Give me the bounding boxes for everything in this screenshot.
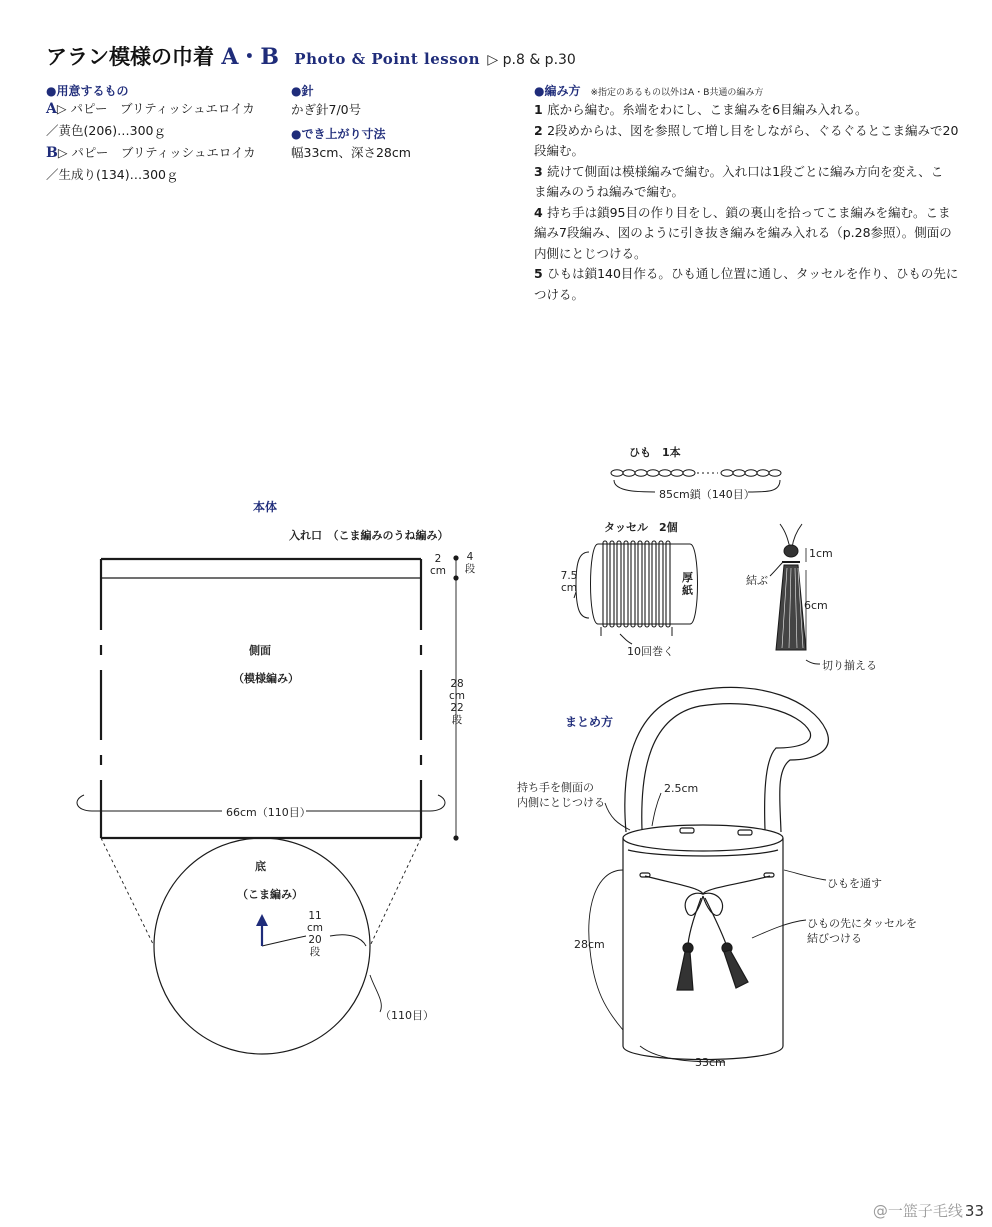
cord-title: ひも 1本 bbox=[629, 446, 681, 459]
tassel-card bbox=[574, 541, 698, 644]
size-value: 幅33cm、深さ28cm bbox=[291, 145, 411, 160]
method-step-5: 5 ひもは鎖140目作る。ひも通し位置に通し、タッセルを作り、ひもの先に bbox=[534, 266, 959, 281]
side-height: 28 cm 22 段 bbox=[448, 678, 465, 726]
method-step-3-line-2: ま編みのうね編みで編む。 bbox=[534, 184, 685, 199]
cord-chain bbox=[611, 470, 781, 492]
round-start-arrow bbox=[256, 914, 268, 946]
bottom-label: 底 bbox=[255, 860, 266, 873]
step-number: 5 bbox=[534, 266, 548, 281]
trim-label: 切り揃える bbox=[822, 659, 877, 672]
finished-bag bbox=[589, 687, 829, 1062]
material-b-detail: ／生成り(134)…300ｇ bbox=[46, 167, 179, 182]
method-step-2: 2 2段めからは、図を参照して増し目をしながら、ぐるぐるとこま編みで20 bbox=[534, 122, 959, 138]
needle-heading: ●針 bbox=[291, 84, 314, 98]
opening-label: 入れ口 （こま編みのうね編み） bbox=[289, 529, 449, 542]
card-label: 厚紙 bbox=[682, 571, 693, 597]
method-step-5-line-2: つける。 bbox=[534, 286, 585, 302]
step-number: 3 bbox=[534, 163, 548, 179]
method-heading: ●編み方 ※指定のあるもの以外はA・B共通の編み方 bbox=[534, 84, 764, 98]
side-label: 側面 bbox=[249, 644, 271, 657]
thread-label: ひもを通す bbox=[827, 877, 882, 890]
finish-title: まとめ方 bbox=[565, 715, 614, 729]
tassel-tail-length: 6cm bbox=[804, 599, 828, 612]
method-note: ※指定のあるもの以外はA・B共通の編み方 bbox=[590, 88, 764, 98]
bottom-radius: 11 cm 20 段 bbox=[306, 910, 323, 958]
wraps-label: 10回巻く bbox=[627, 645, 674, 658]
title-main: アラン模様の巾着 bbox=[46, 45, 214, 69]
material-a: A▷ パピー ブリティッシュエロイカ bbox=[46, 101, 255, 117]
tassel-attach-note: ひもの先にタッセルを 結びつける bbox=[807, 917, 917, 945]
method-step-4-line-2: 編み7段編み、図のように引き抜き編みを編み入れる（p.28参照）。側面の bbox=[534, 225, 952, 240]
cord-length: 85cm鎖（140目） bbox=[659, 488, 755, 501]
step-number: 1 bbox=[534, 102, 548, 117]
handle-note: 持ち手を側面の 内側にとじつける bbox=[517, 781, 605, 809]
card-height: 7.5 cm bbox=[560, 570, 578, 594]
material-b: B▷ パピー ブリティッシュエロイカ bbox=[46, 145, 256, 161]
method-step-1: 1 底から編む。糸端をわにし、こま編みを6目編み入れる。 bbox=[534, 102, 868, 117]
bag-height: 28cm bbox=[574, 938, 605, 951]
body-title: 本体 bbox=[253, 500, 278, 514]
page-number: 33 bbox=[964, 1202, 984, 1220]
tie-label: 結ぶ bbox=[746, 574, 768, 587]
step-number: 4 bbox=[534, 204, 548, 220]
watermark: @一篮子毛线 33 bbox=[872, 1202, 984, 1220]
bottom-stitches: （110目） bbox=[380, 1009, 434, 1022]
method-step-4-line-3: 内側にとじつける。 bbox=[534, 245, 647, 261]
bottom-pattern-label: （こま編み） bbox=[237, 888, 303, 901]
material-a-detail: ／黄色(206)…300ｇ bbox=[46, 123, 166, 138]
finished-tassel bbox=[770, 524, 820, 664]
method-step-3: 3 続けて側面は模様編みで編む。入れ口は1段ごとに編み方向を変え、こ bbox=[534, 163, 944, 179]
photo-lesson-label: Photo & Point lesson bbox=[294, 50, 481, 68]
size-heading: ●でき上がり寸法 bbox=[291, 127, 386, 141]
step-number: 2 bbox=[534, 122, 548, 138]
tassel-top-length: 1cm bbox=[809, 547, 833, 560]
opening-rows: 4 段 bbox=[464, 551, 476, 575]
body-width-label: 66cm（110目） bbox=[226, 806, 311, 819]
bag-width: 33cm bbox=[695, 1056, 726, 1069]
needle-value: かぎ針7/0号 bbox=[291, 102, 362, 117]
tassel-title: タッセル 2個 bbox=[604, 521, 678, 534]
method-step-4: 4 持ち手は鎖95目の作り目をし、鎖の裏山を拾ってこま編みを編む。こま bbox=[534, 204, 951, 220]
opening-height: 2 cm bbox=[429, 553, 446, 577]
handle-width: 2.5cm bbox=[664, 782, 699, 795]
page-reference: ▷ p.8 & p.30 bbox=[487, 52, 576, 68]
title-variants: A・B bbox=[221, 44, 279, 70]
materials-heading: ●用意するもの bbox=[46, 84, 129, 98]
side-pattern-label: （模様編み） bbox=[233, 672, 299, 685]
body-rectangle bbox=[101, 559, 421, 838]
method-step-2-line-2: 段編む。 bbox=[534, 143, 585, 158]
